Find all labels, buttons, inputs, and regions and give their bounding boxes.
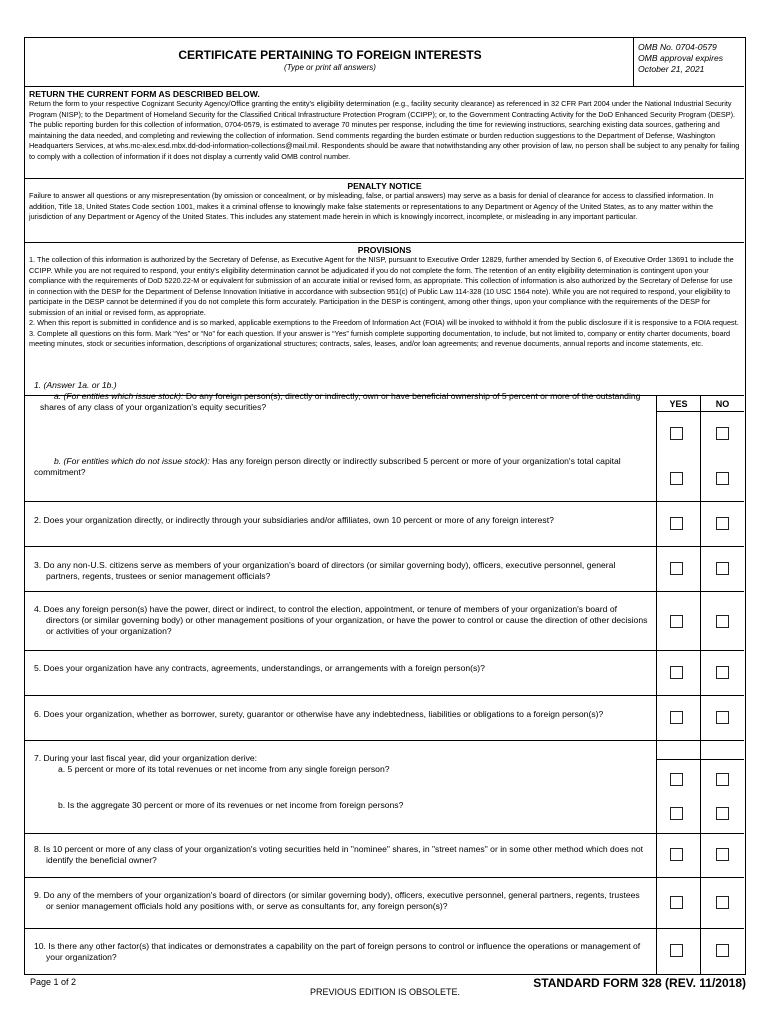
form-identifier: STANDARD FORM 328 (REV. 11/2018) — [533, 976, 746, 990]
q7b-no-checkbox[interactable] — [716, 807, 729, 820]
return-section — [25, 87, 744, 179]
row-divider — [25, 546, 744, 547]
q1a-yes-checkbox[interactable] — [670, 427, 683, 440]
omb-box — [633, 38, 744, 87]
row-divider — [25, 833, 744, 834]
no-column-header: NO — [700, 396, 744, 412]
question-2: 2. Does your organization directly, or indirectly through your subsidiaries and/or affiliates, own 10 percent or more of any foreign interest? — [34, 515, 554, 525]
q6-yes-checkbox[interactable] — [670, 711, 683, 724]
question-1b-label: b. (For entities which do not issue stock): — [54, 456, 210, 466]
q4-no-checkbox[interactable] — [716, 615, 729, 628]
question-1a-label: a. (For entities which issue stock): — [54, 391, 184, 402]
q8-yes-checkbox[interactable] — [670, 848, 683, 861]
question-10: 10. Is there any other factor(s) that indicates or demonstrates a capability on the part of foreign persons to control or influence the operations or management of your organization? — [34, 941, 641, 963]
q10-no-checkbox[interactable] — [716, 944, 729, 957]
yes-column-divider — [656, 396, 657, 974]
q6-no-checkbox[interactable] — [716, 711, 729, 724]
question-1-intro: 1. (Answer 1a. or 1b.) — [34, 380, 117, 390]
omb-approval: OMB approval expires — [638, 53, 724, 63]
q1b-yes-checkbox[interactable] — [670, 472, 683, 485]
question-1b — [34, 456, 649, 478]
q5-no-checkbox[interactable] — [716, 666, 729, 679]
question-5: 5. Does your organization have any contracts, agreements, understandings, or arrangements with a foreign person(s)? — [34, 663, 485, 673]
question-6: 6. Does your organization, whether as borrower, surety, guarantor or otherwise have any indebtedness, liabilities or obligations to a foreign person(s)? — [34, 709, 604, 719]
q7a-no-checkbox[interactable] — [716, 773, 729, 786]
return-text: Return the form to your respective Cognizant Security Agency/Office granting the entity's eligibility determination (e.g., facility security clearance) as referenced in 32 CFR Part 2004 under the National Industrial Security Program (NISP); to the Department of Homeland Security for the Classified Critical Infrastructure Protection Program (CCIPP); or, to the Government Contracting Activity for the DoD Enhanced Security Program (DESP). The public reporting burden for this collection of information, 0704-0579, is estimated to average 70 minutes per response, including the time for reviewing instructions, searching existing data sources, gathering and maintaining the data needed, and completing and reviewing the collection of information. Send comments regarding the burden estimate or burden reduction suggestions to the Department of Defense, Washington Headquarters Services, at whs.mc-alex.esd.mbx.dd-dod-information-collections@mail.mil. Respondents should be aware that notwithstanding any other provision of law, no person shall be subject to any penalty for failing to comply with a collection of information if it does not display a currently valid OMB control number. — [29, 99, 740, 161]
row-divider — [25, 928, 744, 929]
question-7b: b. Is the aggregate 30 percent or more of its revenues or net income from foreign persons? — [58, 800, 404, 810]
row-divider — [25, 650, 744, 651]
omb-number: OMB No. 0704-0579 — [638, 42, 717, 52]
q2-yes-checkbox[interactable] — [670, 517, 683, 530]
no-column-divider — [700, 396, 701, 974]
q5-yes-checkbox[interactable] — [670, 666, 683, 679]
omb-date: October 21, 2021 — [638, 64, 705, 74]
form-header — [25, 38, 744, 87]
q4-yes-checkbox[interactable] — [670, 615, 683, 628]
form-title: CERTIFICATE PERTAINING TO FOREIGN INTERESTS — [178, 48, 482, 62]
q7a-yes-checkbox[interactable] — [670, 773, 683, 786]
q1b-no-checkbox[interactable] — [716, 472, 729, 485]
q9-no-checkbox[interactable] — [716, 896, 729, 909]
penalty-heading: PENALTY NOTICE — [347, 181, 422, 191]
page-number: Page 1 of 2 — [30, 977, 77, 987]
row-divider — [25, 591, 744, 592]
yes-column-header: YES — [656, 396, 700, 412]
question-1a-text: Do any foreign person(s), directly or indirectly, own or have beneficial ownership of 5 percent or more of the outstanding shares of any class of your organization's equity securities? — [40, 391, 641, 413]
question-4: 4. Does any foreign person(s) have the power, direct or indirect, to control the election, appointment, or tenure of members of your organization's board of directors (or similar governing body) or other management positions of your organization, or have the power to control or cause the direction of other decisions or activities of your organization? — [34, 604, 648, 637]
row-divider — [25, 877, 744, 878]
question-1a — [34, 391, 649, 413]
question-9: 9. Do any of the members of your organization's board of directors (or similar governing body), officers, executive personnel, general partners, regents, trustees or senior management officials hold any positions with, or serve as consultants for, any foreign person(s)? — [34, 890, 640, 912]
q2-no-checkbox[interactable] — [716, 517, 729, 530]
question-1 — [34, 380, 649, 414]
row-divider — [25, 501, 744, 502]
penalty-text: Failure to answer all questions or any misrepresentation (by omission or concealment, or by misleading, false, or partial answers) may serve as a basis for denial of clearance for access to classified information. In addition, Title 18, United States Code section 1001, makes it a criminal offense to knowingly make false statements or representations to any Department or Agency of the United States, as to any matter within the jurisdiction of any Department or Agency of the United States. This includes any statement made herein in which is knowingly incorrect, incomplete, or misleading in any important particular. — [29, 191, 714, 221]
q10-yes-checkbox[interactable] — [670, 944, 683, 957]
row-divider — [25, 740, 744, 741]
question-8: 8. Is 10 percent or more of any class of your organization's voting securities held in "nominee" shares, in "street names" or in some other method which does not identify the beneficial owner? — [34, 844, 644, 866]
question-3: 3. Do any non-U.S. citizens serve as members of your organization's board of directors (or similar governing body), officers, executive personnel, general partners, regents, trustees or senior management officials? — [34, 560, 616, 582]
penalty-section — [25, 179, 744, 243]
q3-yes-checkbox[interactable] — [670, 562, 683, 575]
question-7 — [34, 753, 649, 775]
return-heading: RETURN THE CURRENT FORM AS DESCRIBED BELOW. — [29, 89, 260, 99]
obsolete-notice: PREVIOUS EDITION IS OBSOLETE. — [309, 987, 461, 997]
question-7a: a. 5 percent or more of its total revenues or net income from any single foreign person? — [58, 764, 390, 775]
row-divider — [656, 759, 744, 760]
question-7-intro: 7. During your last fiscal year, did your organization derive: — [34, 753, 258, 763]
provision-3: 3. Complete all questions on this form. Mark “Yes” or “No” for each question. If your answer is “Yes” furnish complete supporting documentation, to include, but not limited to, company or entity charter documents, board meeting minutes, stock or securities information, descriptions of organizational structures; contracts, sales, leases, and/or loan agreements; and revenue documents, annual reports and income statements, etc. — [29, 328, 731, 348]
provision-2: 2. When this report is submitted in confidence and is so marked, applicable exemptions to the Freedom of Information Act (FOIA) will be invoked to withhold it from the public disclosure if it is responsive to a FOIA request. — [29, 318, 739, 327]
q9-yes-checkbox[interactable] — [670, 896, 683, 909]
form-frame — [24, 37, 746, 975]
q7b-yes-checkbox[interactable] — [670, 807, 683, 820]
question-1b-text: Has any foreign person directly or indirectly subscribed 5 percent or more of your organization's total capital commitment? — [34, 456, 621, 478]
form-subtitle: (Type or print all answers) — [284, 63, 376, 72]
provision-1: 1. The collection of this information is authorized by the Secretary of Defense, as Executive Agent for the NISP, pursuant to Executive Order 12829, further amended by Section 6, of Executive Order 13691 to include the CCIPP. While you are not required to respond, your entity's eligibility determination cannot be adjudicated if you do not complete the form. The retention of an entity eligibility determination is contingent upon your compliance with the requirements of DoD 5220.22-M or equivalent for submission of an accurate initial or revised form, as appropriate. This collection of information is also authorized by the Secretary of Defense for use in connection with the DESP for the Department of Defense Innovation Initiative in accordance with subsection 951(c) of Public Law 114-328 (10 USC 1564 note). While you are not required to respond, your eligibility to participate in the DESP cannot be determined if you do not complete this form accurately. Participation in the DESP is contingent, among other things, upon your compliance with the requirements of the DESP for submission of an initial or revised form, as appropriate. — [29, 255, 734, 317]
row-divider — [25, 695, 744, 696]
q8-no-checkbox[interactable] — [716, 848, 729, 861]
q1a-no-checkbox[interactable] — [716, 427, 729, 440]
provisions-section — [25, 243, 744, 396]
provisions-heading: PROVISIONS — [357, 245, 412, 255]
q3-no-checkbox[interactable] — [716, 562, 729, 575]
